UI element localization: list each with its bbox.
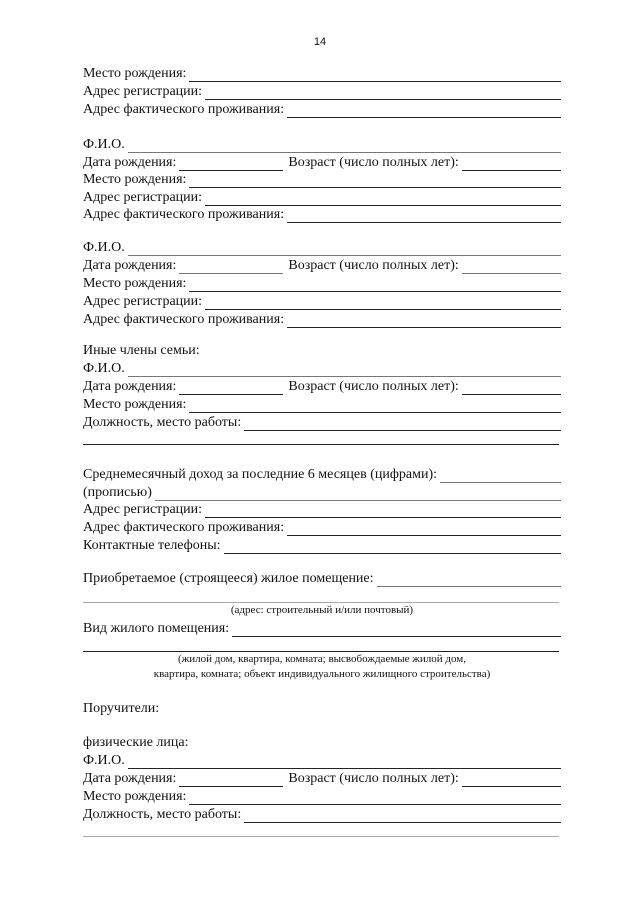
residence-field[interactable] (287, 521, 561, 536)
in-words-label: (прописью) (83, 485, 152, 500)
birthdate-row (83, 377, 561, 395)
birthplace-field[interactable] (189, 277, 561, 292)
age-label: Возраст (число полных лет): (288, 379, 459, 394)
housing-field[interactable] (377, 572, 561, 587)
birthdate-row (83, 153, 561, 171)
type-hint-line-2: квартира, комната; объект индивидуального жилищного строительства) (153, 668, 491, 680)
age-label: Возраст (число полных лет): (288, 258, 459, 273)
birthdate-label: Дата рождения: (83, 258, 177, 273)
individuals-heading: физические лица: (83, 735, 189, 750)
residence-row (83, 205, 561, 223)
birthdate-field[interactable] (179, 156, 283, 171)
registration-label: Адрес регистрации: (83, 190, 203, 205)
birthdate-label: Дата рождения: (83, 155, 177, 170)
birthdate-label: Дата рождения: (83, 379, 177, 394)
fio-row (83, 359, 561, 377)
residence-row (83, 518, 561, 536)
fio-row (83, 238, 561, 256)
birthdate-field[interactable] (179, 259, 283, 274)
housing-type-field[interactable] (232, 622, 561, 637)
housing-type-row (83, 619, 561, 637)
birthplace-row (83, 274, 561, 292)
phones-row (83, 536, 561, 554)
housing-row (83, 569, 561, 587)
fio-label: Ф.И.О. (83, 137, 125, 152)
registration-row (83, 82, 561, 100)
residence-row (83, 310, 561, 328)
position-work-continuation-field[interactable] (83, 836, 559, 837)
registration-field[interactable] (205, 85, 561, 100)
birthdate-label: Дата рождения: (83, 771, 177, 786)
registration-label: Адрес регистрации: (83, 294, 203, 309)
age-field[interactable] (462, 772, 561, 787)
age-label: Возраст (число полных лет): (288, 155, 459, 170)
guarantors-heading: Поручители: (83, 701, 160, 716)
age-field[interactable] (462, 380, 561, 395)
registration-row (83, 500, 561, 518)
birthplace-label: Место рождения: (83, 276, 187, 291)
registration-row (83, 188, 561, 206)
residence-field[interactable] (287, 208, 561, 223)
fio-field[interactable] (128, 138, 561, 153)
position-work-field[interactable] (244, 808, 561, 823)
birthdate-row (83, 769, 561, 787)
housing-type-label: Вид жилого помещения: (83, 621, 230, 636)
age-field[interactable] (462, 259, 561, 274)
age-label: Возраст (число полных лет): (288, 771, 459, 786)
registration-field[interactable] (205, 503, 561, 518)
birthplace-row (83, 64, 561, 82)
position-work-continuation-field[interactable] (83, 444, 559, 445)
birthplace-label: Место рождения: (83, 172, 187, 187)
other-members-heading: Иные члены семьи: (83, 343, 200, 358)
residence-row (83, 100, 561, 118)
registration-label: Адрес регистрации: (83, 502, 203, 517)
birthdate-field[interactable] (179, 772, 283, 787)
registration-field[interactable] (205, 295, 561, 310)
address-hint: (адрес: строительный и/или почтовый) (230, 604, 414, 616)
birthplace-row (83, 170, 561, 188)
type-hint-line-1: (жилой дом, квартира, комната; высвобождаемые жилой дом, (177, 653, 467, 665)
fio-field[interactable] (128, 362, 561, 377)
fio-label: Ф.И.О. (83, 361, 125, 376)
position-work-field[interactable] (244, 416, 561, 431)
birthdate-row (83, 256, 561, 274)
birthplace-row (83, 395, 561, 413)
birthplace-label: Место рождения: (83, 789, 187, 804)
birthplace-field[interactable] (189, 790, 561, 805)
phones-label: Контактные телефоны: (83, 538, 221, 553)
position-work-label: Должность, место работы: (83, 415, 242, 430)
residence-label: Адрес фактического проживания: (83, 520, 285, 535)
registration-row (83, 292, 561, 310)
position-work-label: Должность, место работы: (83, 807, 242, 822)
fio-label: Ф.И.О. (83, 753, 125, 768)
registration-label: Адрес регистрации: (83, 84, 203, 99)
income-row (83, 465, 561, 483)
fio-label: Ф.И.О. (83, 240, 125, 255)
birthplace-field[interactable] (189, 173, 561, 188)
fio-field[interactable] (128, 241, 561, 256)
fio-row (83, 751, 561, 769)
fio-field[interactable] (128, 754, 561, 769)
residence-field[interactable] (287, 103, 561, 118)
birthdate-field[interactable] (179, 380, 283, 395)
fio-row (83, 135, 561, 153)
residence-label: Адрес фактического проживания: (83, 102, 285, 117)
residence-label: Адрес фактического проживания: (83, 207, 285, 222)
page-number: 14 (313, 36, 327, 48)
birthplace-row (83, 787, 561, 805)
in-words-row (83, 483, 561, 501)
housing-label: Приобретаемое (строящееся) жилое помещение: (83, 571, 374, 586)
birthplace-label: Место рождения: (83, 66, 187, 81)
position-work-row (83, 805, 561, 823)
phones-field[interactable] (224, 539, 561, 554)
age-field[interactable] (462, 156, 561, 171)
birthplace-field[interactable] (189, 67, 561, 82)
birthplace-label: Место рождения: (83, 397, 187, 412)
income-field[interactable] (440, 468, 561, 483)
residence-field[interactable] (287, 313, 561, 328)
residence-label: Адрес фактического проживания: (83, 312, 285, 327)
registration-field[interactable] (205, 191, 561, 206)
in-words-field[interactable] (155, 486, 561, 501)
income-label: Среднемесячный доход за последние 6 месяцев (цифрами): (83, 467, 438, 482)
birthplace-field[interactable] (189, 398, 561, 413)
position-work-row (83, 413, 561, 431)
